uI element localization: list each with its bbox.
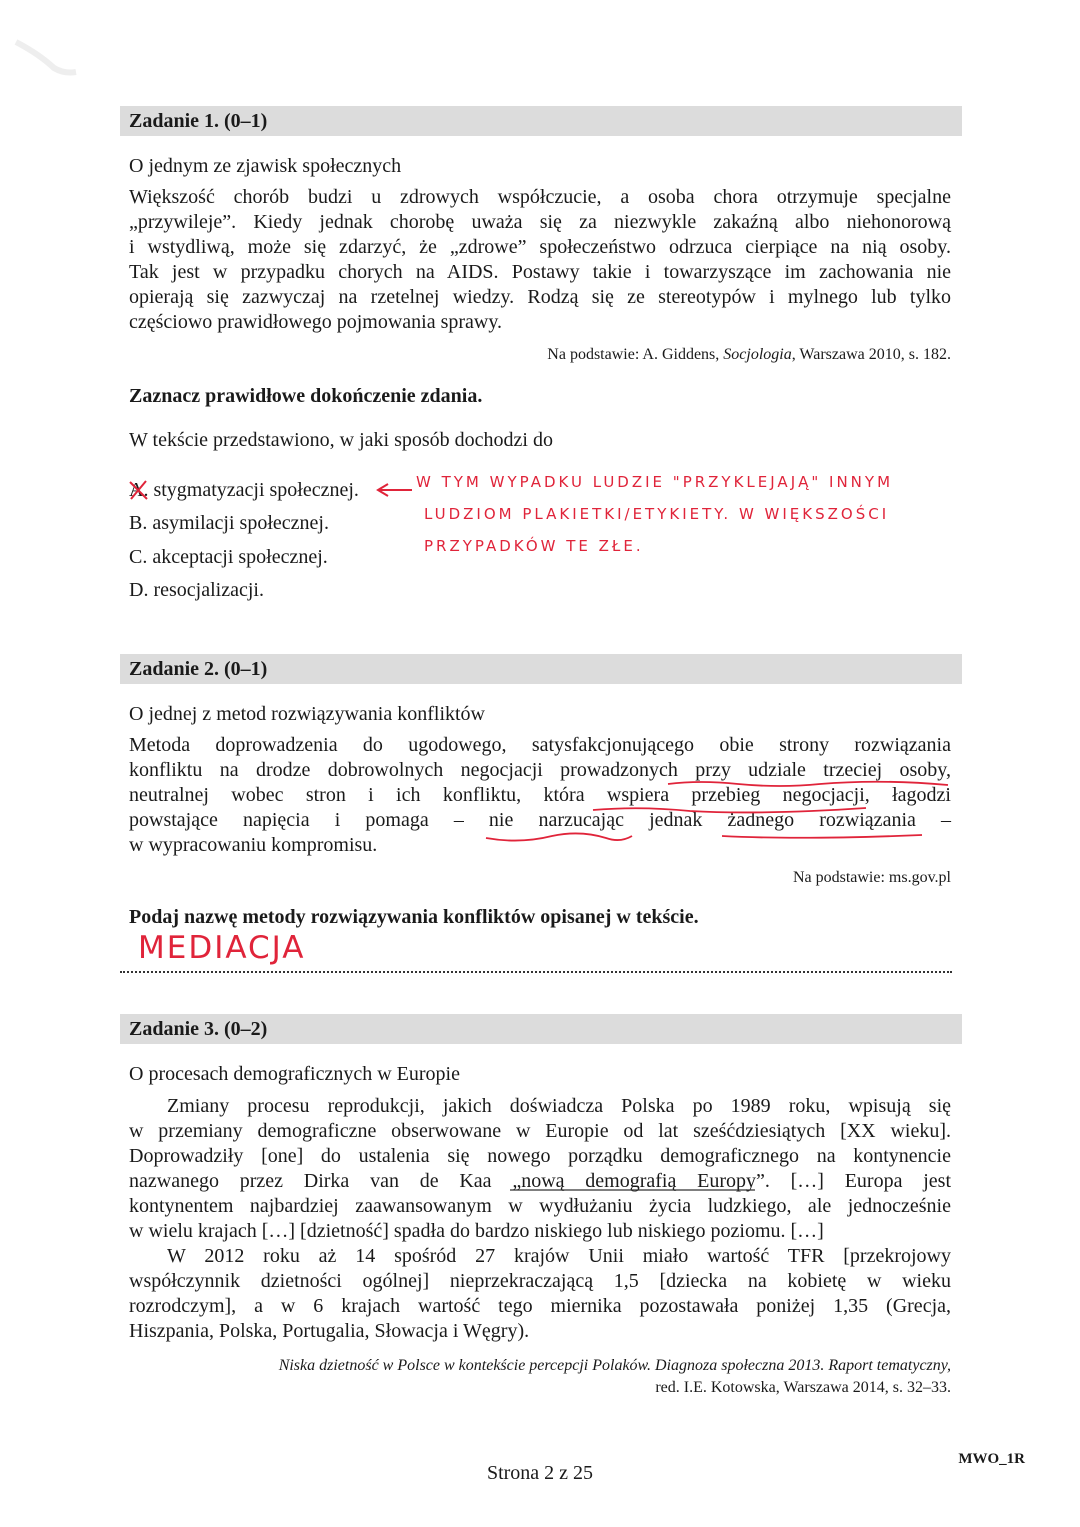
handwritten-note-line: W TYM WYPADKU LUDZIE "PRZYKLEJAJĄ" INNYM <box>416 473 894 491</box>
paragraph-line: rozrodczym], a w 6 krajach wartość tego miernika pozostawała poniżej 1,35 (Grecja, <box>129 1295 951 1317</box>
paragraph-line: Hiszpania, Polska, Portugalia, Słowacja i Węgry). <box>129 1320 530 1342</box>
option-letter: B. <box>129 512 148 534</box>
paragraph-line: i wstydliwą, może się zdarzyć, że „zdrowe” społeczeństwo odrzuca cierpiące na nią osoby. <box>129 236 951 258</box>
task3-paragraph <box>129 1094 951 1344</box>
paragraph-line: Zmiany procesu reprodukcji, jakich doświadcza Polska po 1989 roku, wpisują się <box>167 1095 951 1117</box>
handwritten-answer: MEDIACJA <box>138 930 306 966</box>
paragraph-line: w wielu krajach […] [dzietność] spadła do bardzo niskiego lub niskiego poziomu. […] <box>129 1220 824 1242</box>
paragraph-line: Doprowadziły [one] do ustalenia się nowego porządku demograficznego na kontynencie <box>129 1145 951 1167</box>
paragraph-line: konfliktu na drodze dobrowolnych negocjacji prowadzonych przy udziale trzeciej osoby, <box>129 759 951 781</box>
task3-header-label: Zadanie 3. (0–2) <box>129 1018 268 1040</box>
paragraph-line: nazwanego przez Dirka van de Kaa „nową demografią Europy”. […] Europa jest <box>129 1170 951 1192</box>
paragraph-line: „przywileje”. Kiedy jednak chorobę uważa się za niezwykle zakaźną albo niehonorową <box>129 211 951 233</box>
task3-intro: O procesach demograficznych w Europie <box>129 1063 460 1085</box>
arrow-mark <box>378 484 412 496</box>
task3-header <box>120 1014 962 1044</box>
source-prefix: Na podstawie: A. Giddens, <box>547 346 724 363</box>
source-suffix: , Warszawa 2010, s. 182. <box>791 346 951 363</box>
task2-instruction: Podaj nazwę metody rozwiązywania konfliktów opisanej w tekście. <box>129 906 699 928</box>
task2-header-label: Zadanie 2. (0–1) <box>129 658 268 680</box>
task1-stem: W tekście przedstawiono, w jaki sposób dochodzi do <box>129 429 553 451</box>
paragraph-line: współczynnik dzietności ogólnej] nieprzekraczającą 1,5 [dziecka na kobietę w wieku <box>129 1270 951 1292</box>
option-text: asymilacji społecznej. <box>152 512 329 534</box>
task2-source: Na podstawie: ms.gov.pl <box>792 869 951 886</box>
task1-option-a[interactable] <box>129 478 359 503</box>
task1-option-d[interactable] <box>129 578 264 603</box>
task1-intro: O jednym ze zjawisk społecznych <box>129 155 402 177</box>
task3-source-line2: red. I.E. Kotowska, Warszawa 2014, s. 32–33. <box>655 1379 951 1396</box>
page-number: Strona 2 z 25 <box>486 1462 594 1484</box>
task1-header-label: Zadanie 1. (0–1) <box>129 110 268 132</box>
option-letter: A. <box>129 479 149 501</box>
option-text: akceptacji społecznej. <box>152 546 328 568</box>
task1-header <box>120 106 962 136</box>
task2-header <box>120 654 962 684</box>
option-text: resocjalizacji. <box>153 579 264 601</box>
paragraph-line: W 2012 roku aż 14 spośród 27 krajów Unii miało wartość TFR [przekrojowy <box>167 1245 951 1267</box>
paragraph-line: Tak jest w przypadku chorych na AIDS. Postawy takie i towarzyszące im zachowania nie <box>129 261 951 283</box>
task1-paragraph <box>129 185 951 335</box>
paragraph-line: kontynentem najbardziej zaawansowanym w wydłużaniu życia ludzkiego, ale jednocześnie <box>129 1195 951 1217</box>
task1-option-c[interactable] <box>129 545 328 570</box>
task1-source <box>547 345 951 365</box>
paragraph-line: częściowo prawidłowego pojmowania sprawy. <box>129 311 503 333</box>
source-title: Socjologia <box>723 346 792 363</box>
option-letter: D. <box>129 579 149 601</box>
paragraph-line: powstające napięcia i pomaga – nie narzucając jednak żadnego rozwiązania – <box>129 809 951 831</box>
paragraph-line: Większość chorób budzi u zdrowych współczucie, a osoba chora otrzymuje specjalne <box>129 186 951 208</box>
task1-option-b[interactable] <box>129 511 329 536</box>
paragraph-line: opierają się zazwyczaj na rzetelnej wiedzy. Rodzą się ze stereotypów i mylnego lub tylko <box>129 286 951 308</box>
task3-source-line1: Niska dzietność w Polsce w kontekście percepcji Polaków. Diagnoza społeczna 2013. Raport tematyczny, <box>278 1357 951 1374</box>
option-text: stygmatyzacji społecznej. <box>153 479 359 501</box>
paragraph-line: Metoda doprowadzenia do ugodowego, satysfakcjonującego obie strony rozwiązania <box>129 734 951 756</box>
paragraph-line: w przemiany demograficzne obserwowane w Europie od lat sześćdziesiątych [XX wieku]. <box>129 1120 951 1142</box>
option-letter: C. <box>129 546 148 568</box>
paragraph-line: neutralnej wobec stron i ich konfliktu, która wspiera przebieg negocjacji, łagodzi <box>129 784 951 806</box>
paragraph-line: w wypracowaniu kompromisu. <box>129 834 378 856</box>
task1-instruction: Zaznacz prawidłowe dokończenie zdania. <box>129 385 483 407</box>
exam-code: MWO_1R <box>958 1451 1025 1467</box>
scan-corner-mark <box>14 34 78 76</box>
handwritten-note-line: PRZYPADKÓW TE ZŁE. <box>424 537 644 555</box>
task2-intro: O jednej z metod rozwiązywania konfliktów <box>129 703 485 725</box>
task2-paragraph <box>129 733 951 858</box>
handwritten-note-line: LUDZIOM PLAKIETKI/ETYKIETY. W WIĘKSZOŚCI <box>424 505 890 523</box>
